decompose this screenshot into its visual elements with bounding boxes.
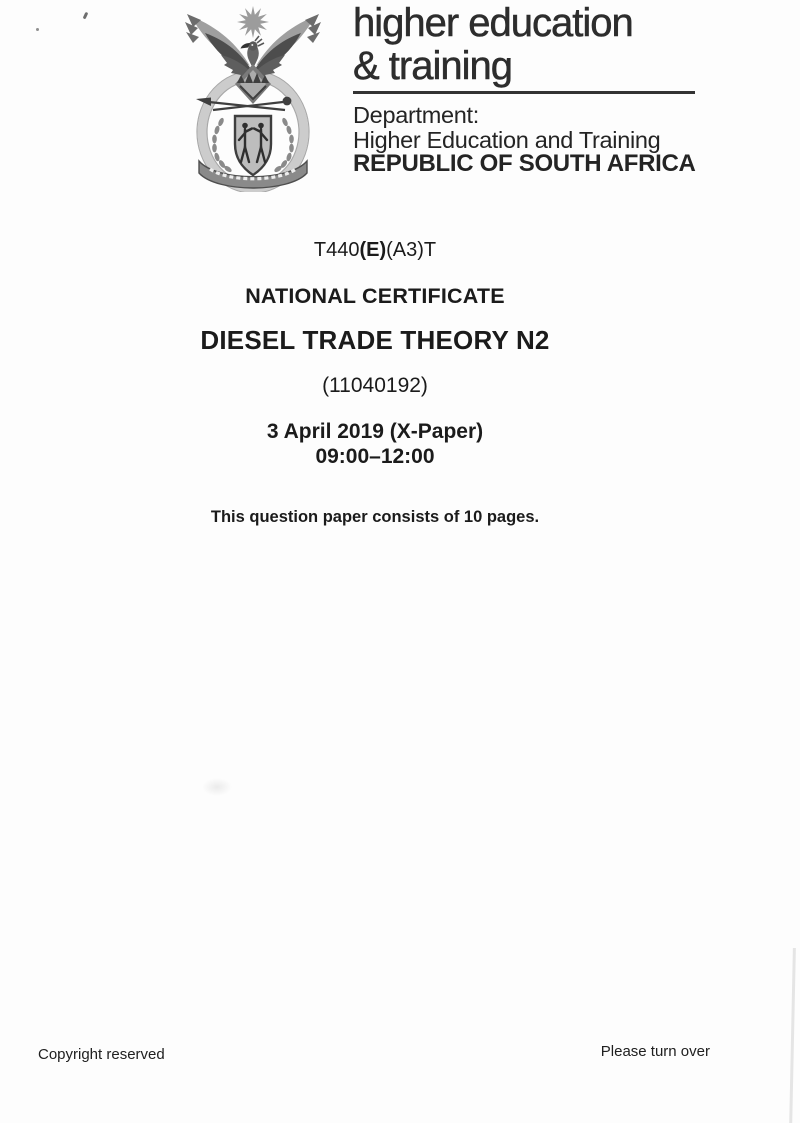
paper-code-prefix: T440 bbox=[313, 239, 360, 261]
department-name: Higher Education and Training bbox=[353, 126, 661, 153]
shield bbox=[235, 116, 271, 175]
scan-speck bbox=[36, 28, 39, 31]
scan-edge-line bbox=[789, 948, 795, 1123]
brand-divider bbox=[353, 91, 695, 94]
copyright-notice: Copyright reserved bbox=[38, 1046, 165, 1063]
coat-of-arms-logo bbox=[183, 6, 323, 192]
paper-code bbox=[0, 238, 750, 262]
subject-code: (11040192) bbox=[322, 374, 428, 397]
department-label: Department: bbox=[353, 102, 480, 128]
scan-smudge bbox=[202, 778, 232, 796]
wordmark-line2: & training bbox=[353, 44, 512, 88]
header-brand bbox=[353, 2, 713, 177]
paper-code-suffix: (A3)T bbox=[386, 239, 437, 261]
session-time: 09:00–12:00 bbox=[315, 445, 435, 468]
sun-icon bbox=[237, 6, 269, 38]
pages-note: This question paper consists of 10 pages. bbox=[210, 508, 540, 526]
wordmark-line1: higher education bbox=[353, 1, 633, 45]
paper-code-bold: (E) bbox=[359, 239, 387, 261]
session-date: 3 April 2019 (X-Paper) bbox=[266, 420, 484, 443]
subject-title: DIESEL TRADE THEORY N2 bbox=[200, 325, 550, 355]
scan-speck bbox=[83, 12, 88, 19]
certificate-title: NATIONAL CERTIFICATE bbox=[245, 284, 505, 308]
exam-title-block bbox=[0, 238, 750, 528]
turn-over-notice: Please turn over bbox=[600, 1043, 710, 1060]
country-name: REPUBLIC OF SOUTH AFRICA bbox=[353, 150, 696, 177]
